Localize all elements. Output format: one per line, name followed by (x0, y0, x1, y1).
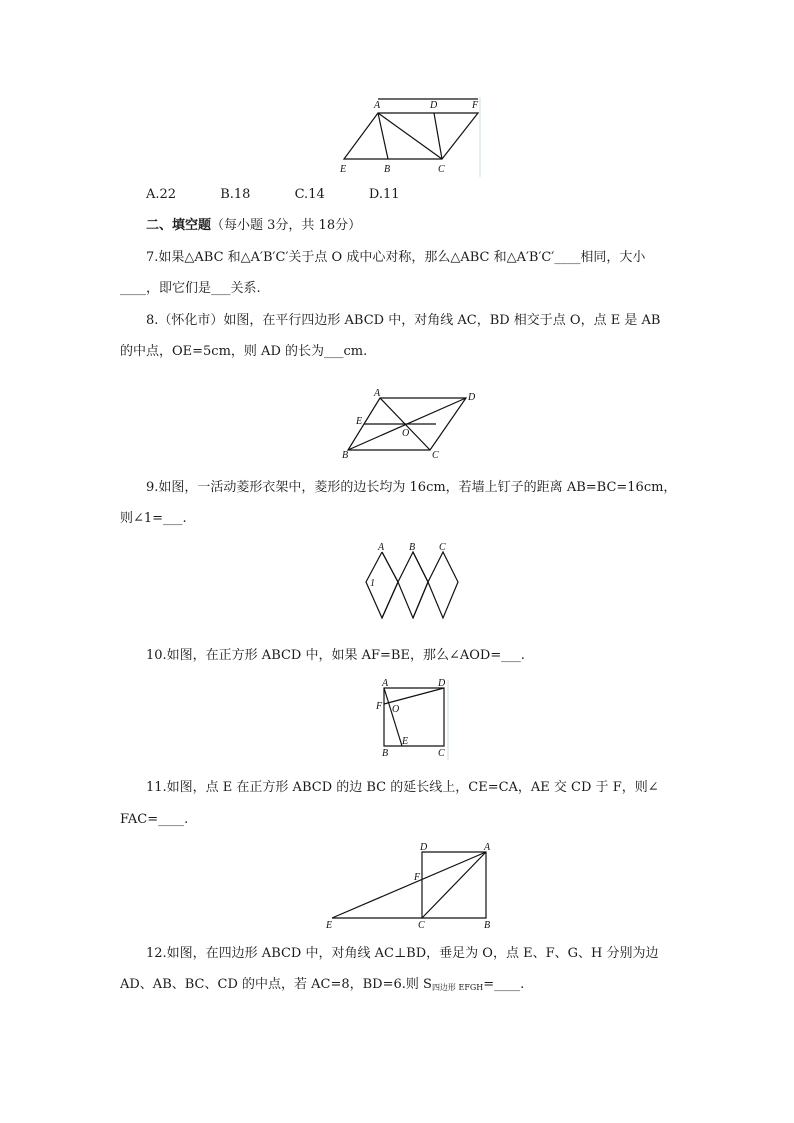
label-b: B (484, 920, 491, 931)
figure-square-extension (322, 838, 502, 932)
figure-square-abcd-q10 (372, 676, 452, 760)
section-title: 二、填空题 (146, 218, 212, 233)
figure-parallelogram-aefc (330, 95, 490, 180)
label-b: B (342, 450, 349, 461)
label-o: O (402, 428, 410, 439)
label-c: C (418, 920, 425, 931)
label-a: A (382, 678, 389, 689)
label-o: O (392, 704, 400, 715)
q8-line2: 的中点，OE=5cm，则 AD 的长为___cm. (120, 344, 368, 359)
q9-line2: 则∠1=___. (120, 511, 187, 526)
option-d[interactable]: D.11 (368, 187, 400, 202)
rhombus-2 (382, 552, 428, 618)
angle-label-1: 1 (370, 578, 375, 589)
figure-rhombus-hanger (358, 540, 468, 622)
section-heading (146, 217, 361, 235)
q8-line1: 8.（怀化市）如图，在平行四边形 ABCD 中，对角线 AC，BD 相交于点 O，点 E 是 AB (146, 313, 661, 328)
segment-ab (378, 113, 388, 159)
answer-options (146, 186, 440, 204)
label-d: D (420, 842, 428, 853)
label-d: D (468, 392, 476, 403)
label-e: E (326, 920, 333, 931)
label-b: B (409, 542, 416, 553)
q7-line2: ____，即它们是___关系. (120, 281, 261, 296)
option-a[interactable]: A.22 (146, 187, 177, 202)
q11-line1: 11.如图，点 E 在正方形 ABCD 的边 BC 的延长线上，CE=CA，AE 交 CD 于 F，则∠ (146, 780, 659, 795)
segment-ac (378, 113, 442, 159)
label-a: A (378, 542, 385, 553)
q12-line1: 12.如图，在四边形 ABCD 中，对角线 AC⊥BD，垂足为 O，点 E、F、G、H 分别为边 (146, 946, 659, 961)
label-d: D (430, 100, 438, 111)
q12-subscript: 四边形 EFGH (431, 983, 484, 992)
q12-line2-pre: AD、AB、BC、CD 的中点，若 AC=8，BD=6.则 S (120, 977, 432, 992)
q12-line2 (120, 976, 524, 997)
q11-line2: FAC=____. (120, 812, 189, 827)
segment-ae (384, 688, 402, 746)
label-e: E (402, 736, 409, 747)
label-b: B (382, 748, 389, 759)
label-f: F (376, 701, 383, 712)
section-note: （每小题 3分，共 18分） (211, 218, 362, 233)
label-a: A (484, 842, 491, 853)
label-e: E (356, 416, 363, 427)
label-d: D (438, 678, 446, 689)
label-c: C (438, 164, 445, 175)
figure-parallelogram-abcd (336, 386, 486, 462)
q12-line2-post: =____. (483, 977, 525, 992)
q10-line1: 10.如图，在正方形 ABCD 中，如果 AF=BE，那么∠AOD=___. (146, 648, 525, 663)
segment-dc (434, 113, 442, 159)
label-a: A (374, 388, 381, 399)
segment-fd (384, 688, 444, 704)
label-c: C (432, 450, 439, 461)
label-f: F (414, 872, 421, 883)
diagonal-ca (422, 852, 486, 918)
rhombus-3 (413, 552, 458, 618)
label-e: E (340, 164, 347, 175)
q9-line1: 9.如图，一活动菱形衣架中，菱形的边长均为 16cm，若墙上钉子的距离 AB=BC=16cm， (146, 480, 677, 495)
segment-ea (332, 852, 486, 918)
q7-line1: 7.如果△ABC 和△A′B′C′关于点 O 成中心对称，那么△ABC 和△A′B′C′____相同，大小 (146, 250, 646, 265)
option-b[interactable]: B.18 (220, 187, 251, 202)
label-f: F (472, 100, 479, 111)
label-a: A (374, 100, 381, 111)
label-c: C (438, 748, 445, 759)
label-b: B (384, 164, 391, 175)
option-c[interactable]: C.14 (294, 187, 325, 202)
label-c: C (439, 542, 446, 553)
